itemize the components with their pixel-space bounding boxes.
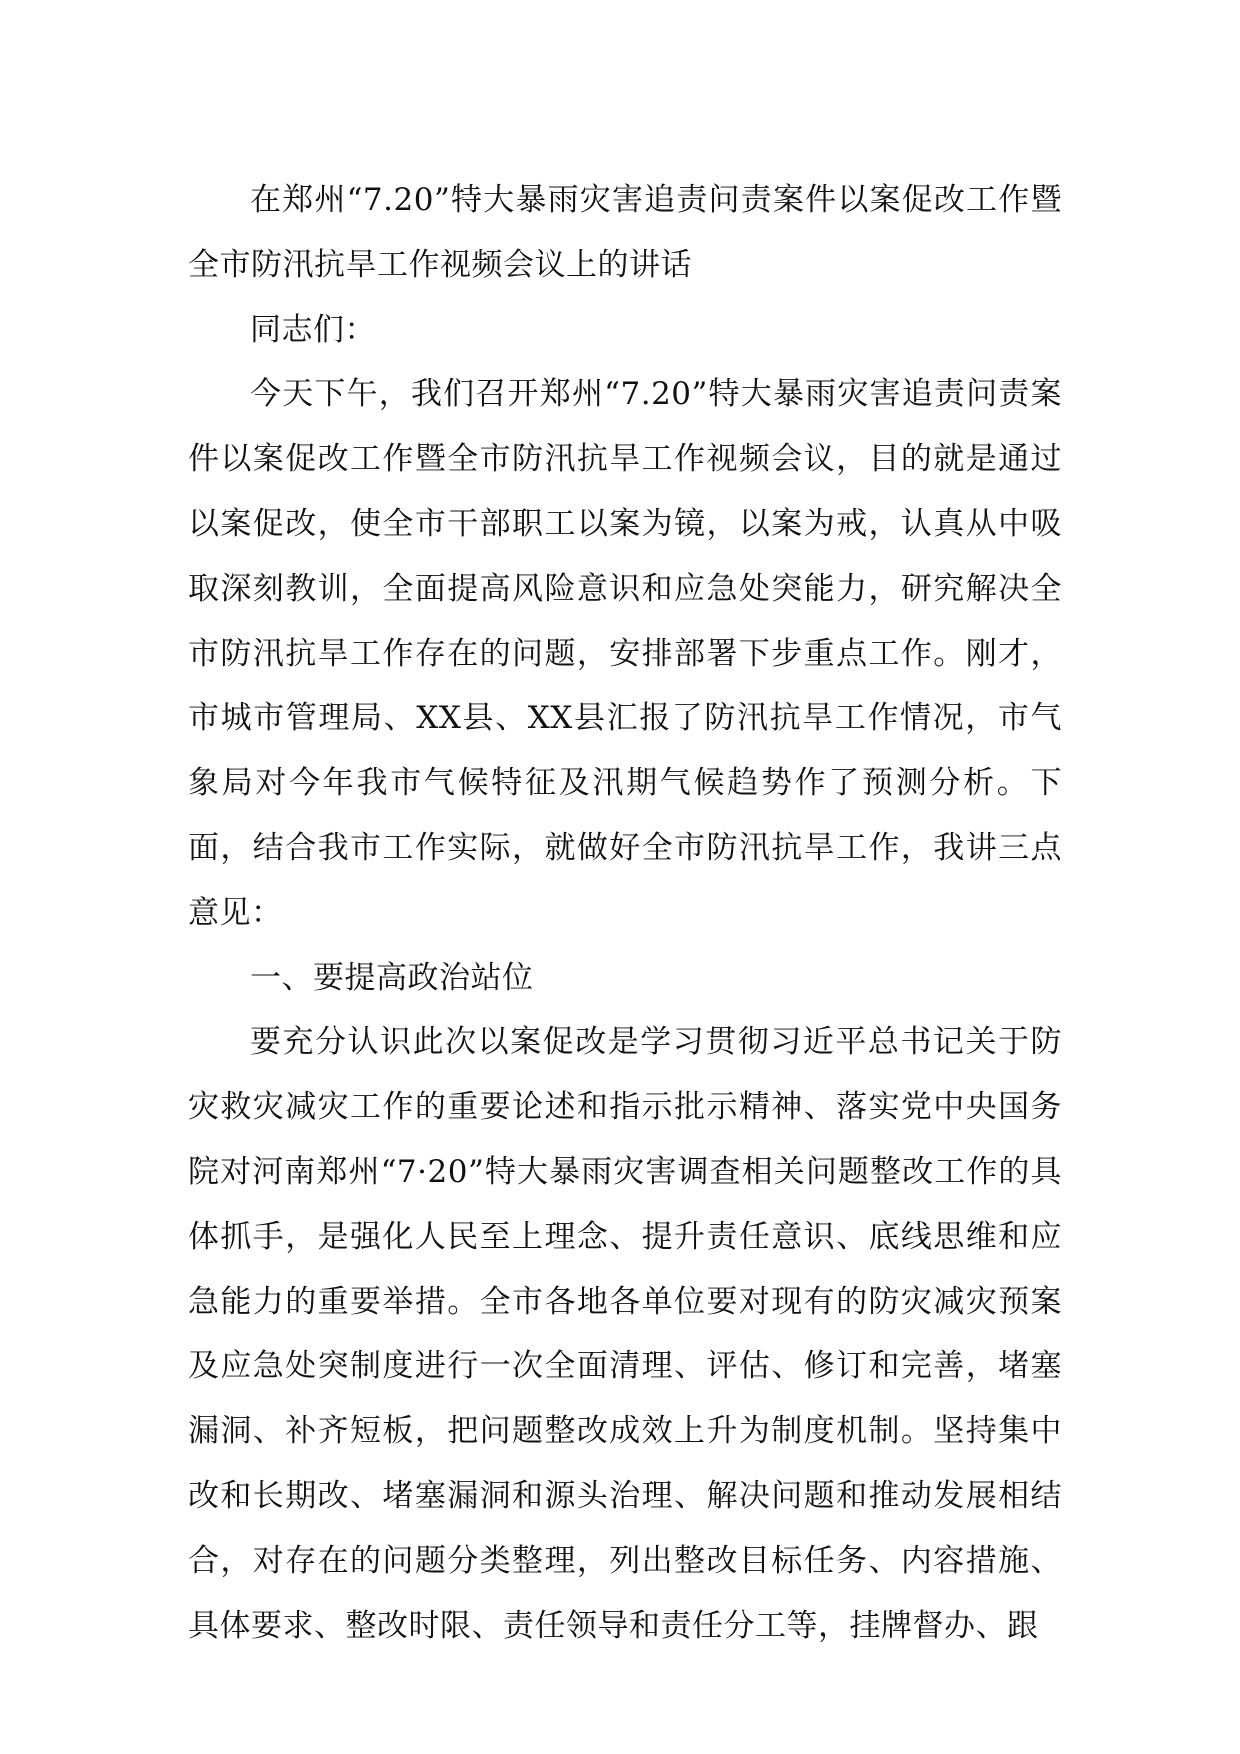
- section-heading-1: 一、要提高政治站位: [250, 959, 534, 996]
- document-title: 在郑州“7.20”特大暴雨灾害追责问责案件以案促改工作暨全市防汛抗旱工作视频会议上的讲话: [188, 182, 1062, 283]
- document-body: [188, 168, 1062, 1658]
- paragraph-section-1: 要充分认识此次以案促改是学习贯彻习近平总书记关于防灾救灾减灾工作的重要论述和指示批示精神、落实党中央国务院对河南郑州“7·20”特大暴雨灾害调查相关问题整改工作的具体抓手，是强化人民至上理念、提升责任意识、底线思维和应急能力的重要举措。全市各地各单位要对现有的防灾减灾预案及应急处突制度进行一次全面清理、评估、修订和完善，堵塞漏洞、补齐短板，把问题整改成效上升为制度机制。坚持集中改和长期改、堵塞漏洞和源头治理、解决问题和推动发展相结合，对存在的问题分类整理，列出整改目标任务、内容措施、具体要求、整改时限、责任领导和责任分工等，挂牌督办、跟: [188, 1024, 1062, 1644]
- salutation: 同志们：: [250, 311, 376, 348]
- paragraph-intro: 今天下午，我们召开郑州“7.20”特大暴雨灾害追责问责案件以案促改工作暨全市防汛抗旱工作视频会议，目的就是通过以案促改，使全市干部职工以案为镜，以案为戒，认真从中吸取深刻教训，全面提高风险意识和应急处突能力，研究解决全市防汛抗旱工作存在的问题，安排部署下步重点工作。刚才，市城市管理局、XX县、XX县汇报了防汛抗旱工作情况，市气象局对今年我市气候特征及汛期气候趋势作了预测分析。下面，结合我市工作实际，就做好全市防汛抗旱工作，我讲三点意见：: [188, 376, 1062, 931]
